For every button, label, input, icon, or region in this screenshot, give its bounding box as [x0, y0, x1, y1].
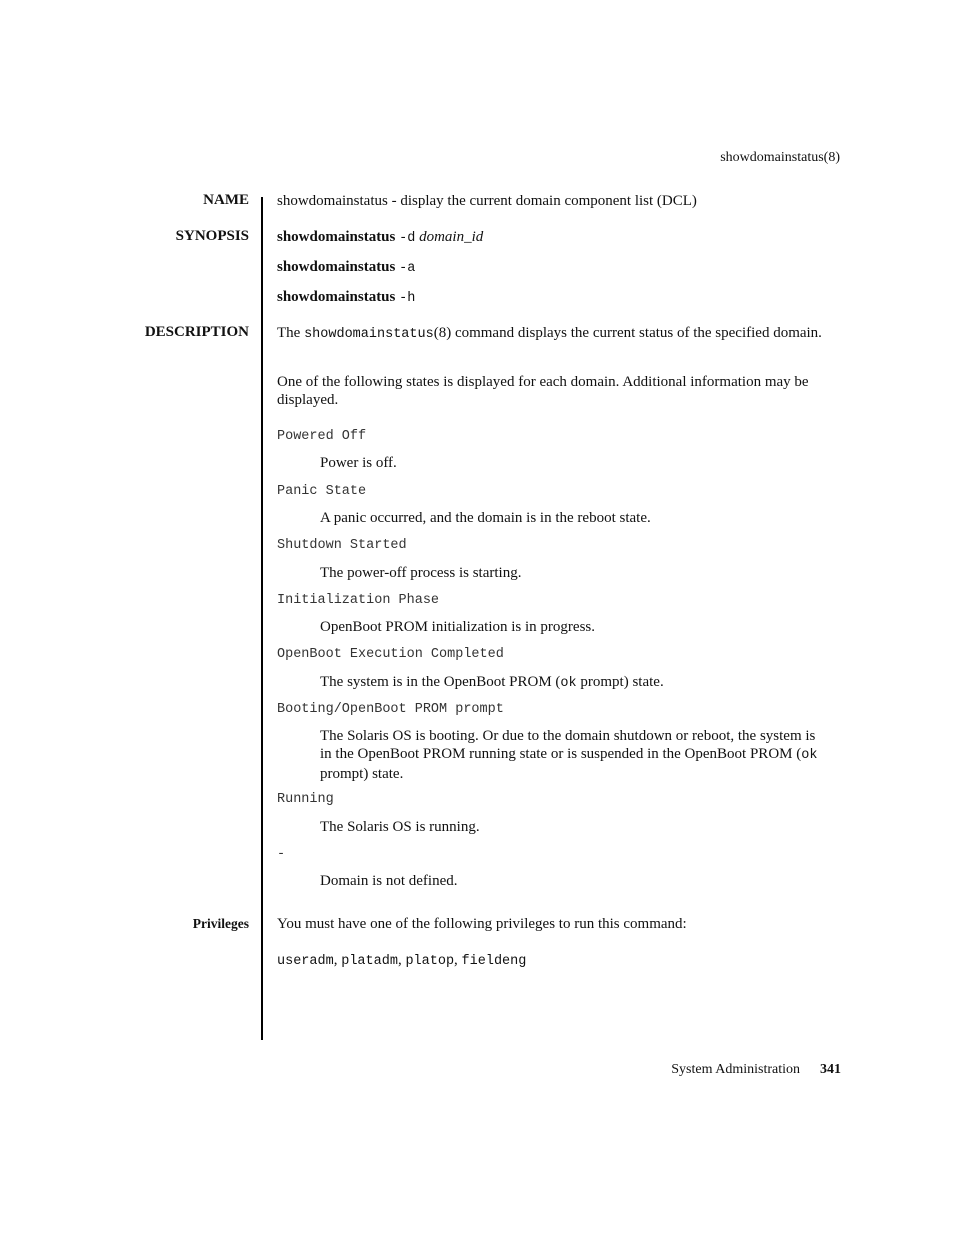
state-description	[320, 727, 820, 783]
running-header: showdomainstatus(8)	[720, 150, 840, 165]
section-divider-rule	[261, 197, 263, 1040]
state-description	[320, 673, 840, 693]
state-description: The Solaris OS is running.	[320, 819, 480, 835]
description-text: (8) command displays the current status of the specified domain.	[433, 325, 822, 341]
synopsis-command: showdomainstatus	[277, 229, 396, 245]
state-description: A panic occurred, and the domain is in the reboot state.	[320, 510, 651, 526]
synopsis-line	[277, 258, 837, 278]
section-label-synopsis: SYNOPSIS	[175, 228, 249, 244]
state-term: OpenBoot Execution Completed	[277, 647, 504, 662]
synopsis-command: showdomainstatus	[277, 289, 396, 305]
state-term: Shutdown Started	[277, 538, 407, 553]
state-description-text: The Solaris OS is booting. Or due to the domain shutdown or reboot, the system is in the OpenBoot PROM running state or is suspended in the OpenBoot PROM (	[320, 728, 816, 762]
synopsis-option: -a	[399, 261, 416, 276]
synopsis-option: -h	[399, 291, 416, 306]
footer-section-title: System Administration	[671, 1062, 800, 1077]
privileges-text: You must have one of the following privileges to run this command:	[277, 916, 687, 932]
state-description: Domain is not defined.	[320, 873, 458, 889]
description-paragraph	[277, 324, 833, 344]
state-term: Powered Off	[277, 429, 367, 444]
privilege-separator: ,	[454, 952, 462, 968]
privilege-item: fieldeng	[461, 954, 527, 969]
state-term: Running	[277, 792, 334, 807]
synopsis-line	[277, 228, 837, 248]
synopsis-command: showdomainstatus	[277, 259, 396, 275]
state-description-text: prompt) state.	[576, 674, 664, 690]
state-description: OpenBoot PROM initialization is in progress.	[320, 619, 595, 635]
state-term: Panic State	[277, 484, 367, 499]
section-label-name: NAME	[203, 192, 249, 208]
page-number: 341	[820, 1062, 841, 1077]
privilege-separator: ,	[333, 952, 342, 968]
description-paragraph: One of the following states is displayed for each domain. Additional information may be displayed.	[277, 374, 809, 408]
state-description-text: prompt) state.	[320, 766, 404, 782]
privilege-item: platop	[405, 954, 455, 969]
state-term: Booting/OpenBoot PROM prompt	[277, 702, 504, 717]
privilege-separator: ,	[397, 952, 406, 968]
description-text: The	[277, 325, 305, 341]
privilege-item: useradm	[277, 954, 334, 969]
name-text: showdomainstatus - display the current domain component list (DCL)	[277, 193, 697, 209]
state-description-text: The system is in the OpenBoot PROM (	[320, 674, 561, 690]
command-code: showdomainstatus	[304, 327, 434, 342]
section-label-privileges: Privileges	[192, 916, 249, 931]
state-term: -	[277, 847, 286, 862]
synopsis-line	[277, 288, 837, 308]
prompt-code: ok	[801, 748, 818, 763]
state-term: Initialization Phase	[277, 593, 440, 608]
section-label-description: DESCRIPTION	[144, 324, 249, 340]
synopsis-argument: domain_id	[419, 229, 484, 245]
state-description: The power-off process is starting.	[320, 565, 522, 581]
privileges-list	[277, 951, 837, 971]
synopsis-option: -d	[399, 231, 416, 246]
state-description: Power is off.	[320, 455, 397, 471]
privilege-item: platadm	[341, 954, 398, 969]
prompt-code: ok	[560, 676, 577, 691]
